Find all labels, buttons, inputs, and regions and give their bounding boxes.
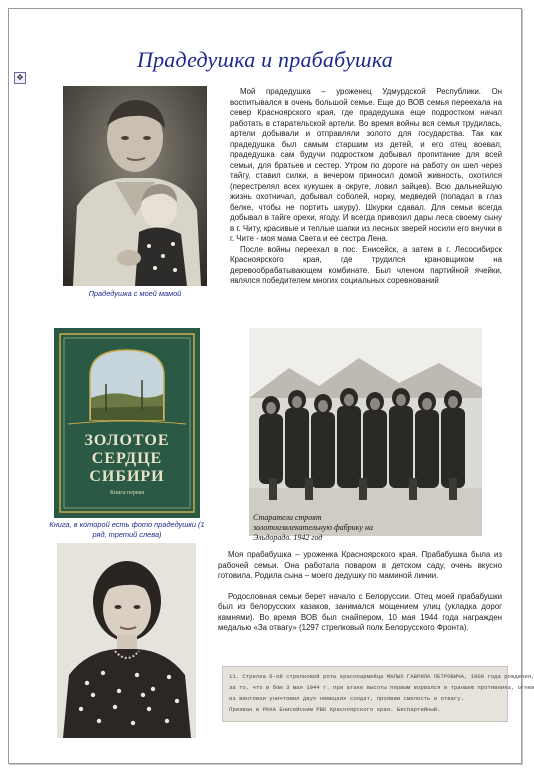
caption-prospectors: Старатели строят золотоизвлекательную фабрику на Эльдорадо. 1942 год: [253, 513, 373, 542]
document-line-4: Призван в РККА Енисейским РВК Красноярского края. Беспартийный.: [229, 706, 441, 713]
caption-grandfather: Прадедушка с моей мамой: [88, 289, 182, 298]
grandmother-paragraph-2: Родословная семьи берет начало с Белоруссии. Отец моей прабабушки был из белорусских казаков, занимался мощением улиц (укладка дорог камнями). Во время ВОВ был снайпером, 10 мая 1944 года награжден медалью «За отвагу» (1297 стрелковый полк Белорусского Фронта).: [218, 591, 502, 632]
book-title-line-1: ЗОЛОТОЕ: [84, 432, 170, 449]
book-title-line-3: СИБИРИ: [89, 468, 165, 485]
book-title-line-2: СЕРДЦЕ: [91, 450, 163, 467]
book-subtitle: Книга первая: [109, 490, 145, 496]
grandfather-story: [230, 87, 502, 287]
grandfather-paragraph-1: Мой прадедушка – уроженец Удмурдской Республики. Он воспитывался в очень большой семье. Еще до ВОВ семья переехала на север Красноярского края, где прадедушка еще подростком начал работать в старательской артели. Во время войны вся семья трудилась, артели добывали и отправляли золото для государства. Так как прадедушка был самым старшим из детей, и его отец воевал, прадедушка сам будучи подростком добывал пропитание для всей семьи, для братьев и сестер. Утром по дороге на работу он шел через тайгу, ставил силки, а вечером приносил домой живность, охотился (перестрелял всех кукушек в округе, ловил зайцев). Всю дальнейшую жизнь охотничал, добывал соболей, норку, медведей (попадал в глаз белке, чтобы не портить шкуру). Шкурки сдавал. Для семьи всегда добывал в тайге орехи, ягоду. И всегда привозил дары леса своему сыну в г. Читу, красивые и теплые шапки из лесных зверей носили его внучки в г. Чите - моя мама Света и ее сестра Лена.: [230, 87, 502, 243]
document-line-2: за то, что в бою 3 мая 1944 г. при атаке высоты первым ворвался в траншею противника, огнем: [229, 684, 534, 691]
photo-grandfather-with-mother: [63, 86, 207, 286]
photo-grandmother: [57, 543, 196, 738]
move-anchor-icon[interactable]: ✥: [14, 72, 26, 84]
document-line-3: из винтовки уничтожил двух немецких солдат, проявив смелость и отвагу.: [229, 695, 464, 702]
book-cover: [54, 328, 200, 518]
grandmother-paragraph-1: Моя прабабушка – уроженка Красноярского края. Прабабушка была из рабочей семьи. Она работала поваром в детском саду, очень вкусно готовила. Родила сына – моего дедушку по маминой линии.: [218, 550, 502, 580]
grandmother-story: [218, 550, 502, 634]
document-line-1: 11. Стрелка 6-ой стрелковой роты красноармейца МАЛЫХ ГАВРИЛА ПЕТРОВИЧА, 1908 года рождения,: [229, 673, 534, 680]
archive-award-document: [222, 666, 534, 722]
page-title: Прадедушка и прабабушка: [136, 47, 393, 72]
photo-prospectors: [249, 328, 482, 542]
caption-book: Книга, в которой есть фото прадедушки (1 ряд, третий слева): [49, 520, 205, 539]
grandfather-paragraph-2: После войны переехал в пос. Енисейск, а затем в г. Лесосибирск Красноярского края, где трудился крановщиком на деревообрабатывающем комбинате. Был членом партийной ячейки, являлся победителем многих социальных соревнований: [230, 244, 502, 285]
